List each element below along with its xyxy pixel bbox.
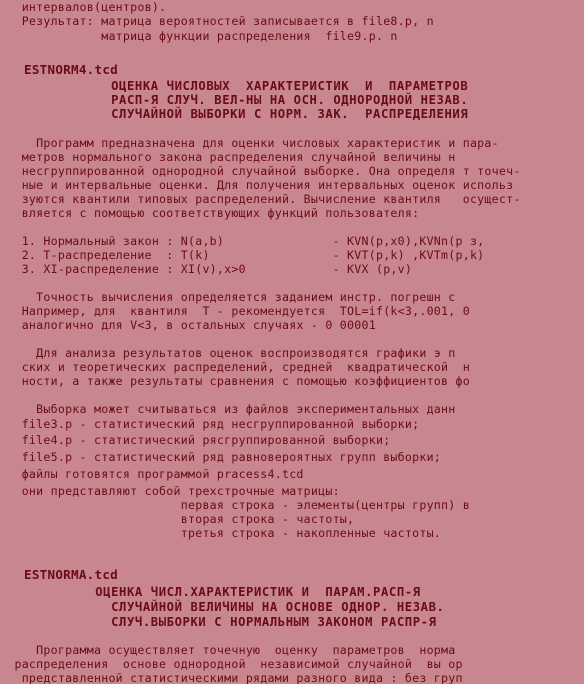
file-line: файлы готовятся программой pracess4.tcd [0,467,304,481]
paragraph-line: ные и интервальные оценки. Для получения интервальных оценок использ [0,178,514,192]
paragraph-line: они представляют собой трехстрочные матрицы: [0,484,340,498]
result-line-1: Результат: матрица вероятностей записывается в file8.p, n [0,14,434,28]
paragraph-line: представленной статистическими рядами разного вида : без груп [0,671,463,684]
text-line: интервалов(центров). [0,0,167,14]
paragraph-line: Программа осуществляет точечную оценку параметров норма [0,643,456,657]
paragraph-line: Для анализа результатов оценок воспроизводятся графики э п [0,346,456,360]
paragraph-line: метров нормального закона распределения случайной величины н [0,150,456,164]
section-filename: ESTNORMA.tcd [24,567,118,582]
section-title-line: ОЦЕНКА ЧИСЛОВЫХ ХАРАКТЕРИСТИК И ПАРАМЕТРОВ [0,79,469,93]
file-line: file4.p - статистический рясгруппированной выборки; [0,433,391,447]
paragraph-line: несгруппированной однородной случайной выборке. Она определя т точеч- [0,164,521,178]
matrix-row-desc: вторая строка - частоты, [0,512,355,526]
paragraph-line: Например, для квантиля T - рекомендуется TOL=if(k<3,.001, 0 [0,304,470,318]
distribution-item: 2. Т-распределение : T(k) - KVT(p,k) ,KVTm(p,k) [0,248,485,262]
section-title-line: РАСП-Я СЛУЧ. ВЕЛ-НЫ НА ОСН. ОДНОРОДНОЙ НЕЗАВ. [0,93,469,107]
file-line: file5.p - статистический ряд равновероятных групп выборки; [0,450,442,464]
matrix-row-desc: третья строка - накопленные частоты. [0,526,442,540]
matrix-row-desc: первая строка - элементы(центры групп) в [0,498,470,512]
paragraph-line: вляется с помощью соответствующих функций пользователя: [0,206,420,220]
distribution-item: 1. Нормальный закон : N(a,b) - KVN(p,x0),KVNn(p з, [0,234,485,248]
paragraph-line: Выборка может считываться из файлов экспериментальных данн [0,402,456,416]
file-line: file3.p - статистический ряд несгруппированной выборки; [0,417,420,431]
paragraph-line: аналогично для V<3, в остальных случаях - 0 00001 [0,318,376,332]
paragraph-line: распределения основе однородной независимой случайной вы ор [0,657,463,671]
paragraph-line: ских и теоретических распределений, средней квадратической н [0,360,470,374]
paragraph-line: Программ предназначена для оценки числовых характеристик и пара- [0,136,499,150]
section-title-line: СЛУЧАЙНОЙ ВЫБОРКИ С НОРМ. ЗАК. РАСПРЕДЕЛЕНИЯ [0,107,469,121]
result-line-2: матрица функции распределения file9.p. n [0,29,398,43]
section-title-line: СЛУЧАЙНОЙ ВЕЛИЧИНЫ НА ОСНОВЕ ОДНОР. НЕЗАВ. [0,600,445,614]
paragraph-line: зуются квантили типовых распределений. Вычисление квантиля осущест- [0,192,521,206]
paragraph-line: Точность вычисления определяется заданием инстр. погрешн с [0,290,456,304]
distribution-item: 3. XI-распределение : XI(v),x>0 - KVX (p,v) [0,262,413,276]
section-title-line: ОЦЕНКА ЧИСЛ.ХАРАКТЕРИСТИК И ПАРАМ.РАСП-Я [0,585,421,599]
section-filename: ESTNORM4.tcd [24,62,118,77]
section-title-line: СЛУЧ.ВЫБОРКИ С НОРМАЛЬНЫМ ЗАКОНОМ РАСПР-Я [0,615,437,629]
paragraph-line: ности, а также результаты сравнения с помощью коэффициентов фо [0,374,470,388]
